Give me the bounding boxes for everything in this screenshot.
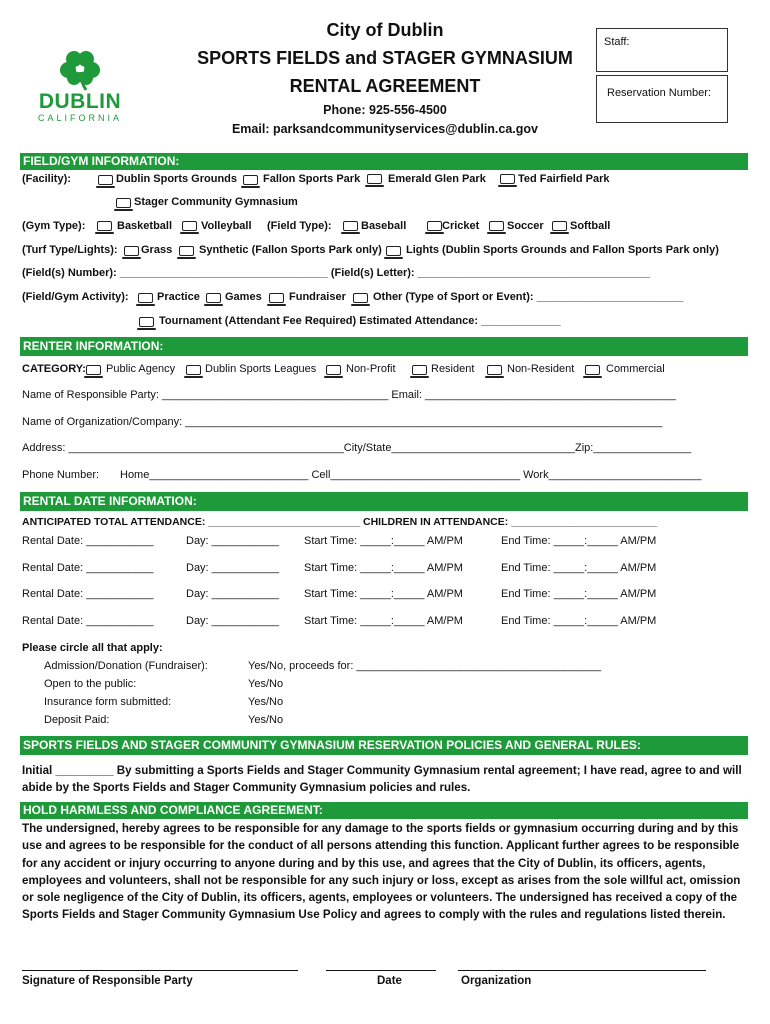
gym-type-option-label: Basketball: [117, 220, 173, 232]
start-time-field[interactable]: Start Time: _____:_____ AM/PM: [304, 588, 463, 600]
facility-option-label: Fallon Sports Park: [263, 173, 361, 185]
field-type-option-label: Baseball: [361, 220, 407, 232]
admission-label: Admission/Donation (Fundraiser):: [44, 660, 208, 672]
circle-instructions: Please circle all that apply:: [22, 642, 163, 654]
section-renter-heading: RENTER INFORMATION:: [20, 337, 748, 356]
start-time-field[interactable]: Start Time: _____:_____ AM/PM: [304, 615, 463, 627]
responsible-party-email-line[interactable]: Name of Responsible Party: _____________________________________ Email: _________________________________________: [22, 389, 676, 401]
signature-line-party[interactable]: [22, 970, 298, 971]
rental-date-field[interactable]: Rental Date: ___________: [22, 562, 154, 574]
category-checkbox-commercial[interactable]: [585, 365, 600, 375]
gym-type-label: (Gym Type):: [22, 220, 86, 232]
facility-label: (Facility):: [22, 173, 71, 185]
facility-checkbox-ted-fairfield-park[interactable]: [500, 174, 515, 184]
category-checkbox-public-agency[interactable]: [86, 365, 101, 375]
signature-organization-label: Organization: [461, 975, 532, 987]
category-option-label: Public Agency: [106, 363, 176, 375]
section-rental-date-heading: RENTAL DATE INFORMATION:: [20, 492, 748, 511]
field-type-checkbox-baseball[interactable]: [343, 221, 358, 231]
day-field[interactable]: Day: ___________: [186, 615, 279, 627]
rental-date-field[interactable]: Rental Date: ___________: [22, 535, 154, 547]
facility-option-label: Ted Fairfield Park: [518, 173, 610, 185]
gym-type-checkbox-volleyball[interactable]: [182, 221, 197, 231]
activity-checkbox-other[interactable]: [353, 293, 368, 303]
turf-option-label: Lights (Dublin Sports Grounds and Fallon Sports Park only): [406, 244, 719, 256]
tournament-label: Tournament (Attendant Fee Required) Estimated Attendance: _____________: [159, 315, 561, 327]
section-hold-harmless-heading: HOLD HARMLESS AND COMPLIANCE AGREEMENT:: [20, 802, 748, 819]
city-name: City of Dublin: [326, 20, 444, 40]
end-time-field[interactable]: End Time: _____:_____ AM/PM: [501, 535, 657, 547]
category-option-label: Resident: [431, 363, 475, 375]
category-checkbox-resident[interactable]: [412, 365, 427, 375]
category-option-label: Non-Profit: [346, 363, 396, 375]
insurance-value[interactable]: Yes/No: [248, 696, 284, 708]
end-time-field[interactable]: End Time: _____:_____ AM/PM: [501, 615, 657, 627]
category-option-label: Dublin Sports Leagues: [205, 363, 317, 375]
turf-option-label: Synthetic (Fallon Sports Park only): [199, 244, 382, 256]
activity-option-label: Other (Type of Sport or Event): ________________________: [373, 291, 684, 303]
logo-subtitle: CALIFORNIA: [37, 113, 122, 123]
form-title-line1: SPORTS FIELDS and STAGER GYMNASIUM: [197, 48, 573, 68]
category-label: CATEGORY:: [22, 363, 86, 375]
insurance-label: Insurance form submitted:: [44, 696, 172, 708]
activity-option-label: Practice: [157, 291, 200, 303]
staff-label: Staff:: [604, 36, 630, 48]
field-type-option-label: Softball: [570, 220, 611, 232]
facility-option-label: Stager Community Gymnasium: [134, 196, 298, 208]
attendance-line[interactable]: ANTICIPATED TOTAL ATTENDANCE: __________________________ CHILDREN IN ATTENDANCE: _________________________: [22, 516, 658, 528]
facility-checkbox-fallon-sports-park[interactable]: [243, 175, 258, 185]
activity-label: (Field/Gym Activity):: [22, 291, 129, 303]
day-field[interactable]: Day: ___________: [186, 562, 279, 574]
staff-box[interactable]: [596, 28, 728, 72]
field-type-label: (Field Type):: [267, 220, 332, 232]
turf-checkbox-lights[interactable]: [386, 246, 401, 256]
organization-line[interactable]: Name of Organization/Company: ______________________________________________________________________________: [22, 416, 663, 428]
open-to-public-value[interactable]: Yes/No: [248, 678, 284, 690]
turf-checkbox-synthetic[interactable]: [179, 246, 194, 256]
category-checkbox-dublin-sports-leagues[interactable]: [186, 365, 201, 375]
section-field-gym-heading: FIELD/GYM INFORMATION:: [20, 153, 748, 170]
facility-option-label: Emerald Glen Park: [388, 173, 486, 185]
activity-checkbox-tournament[interactable]: [139, 317, 154, 327]
contact-phone: Phone: 925-556-4500: [323, 103, 447, 117]
facility-checkbox-stager-gymnasium[interactable]: [116, 198, 131, 208]
end-time-field[interactable]: End Time: _____:_____ AM/PM: [501, 562, 657, 574]
rental-date-field[interactable]: Rental Date: ___________: [22, 588, 154, 600]
signature-date-label: Date: [377, 975, 402, 987]
end-time-field[interactable]: End Time: _____:_____ AM/PM: [501, 588, 657, 600]
facility-option-label: Dublin Sports Grounds: [116, 173, 237, 185]
contact-email: Email: parksandcommunityservices@dublin.ca.gov: [231, 122, 539, 136]
activity-checkbox-practice[interactable]: [138, 293, 153, 303]
activity-checkbox-games[interactable]: [206, 293, 221, 303]
day-field[interactable]: Day: ___________: [186, 535, 279, 547]
admission-value[interactable]: Yes/No, proceeds for: ________________________________________: [248, 660, 602, 672]
field-type-checkbox-softball[interactable]: [552, 221, 567, 231]
field-type-option-label: Cricket: [442, 220, 480, 232]
turf-checkbox-grass[interactable]: [124, 246, 139, 256]
hold-harmless-text: The undersigned, hereby agrees to be responsible for any damage to the sports fields or gymnasium occurring during and by this use and agrees to be responsible for the conduct of all persons attending this function. Applicant further agrees to be responsible for any accident or injury occurring to anyone during and by this use, and agrees that the City of Dublin, its officers, agents, employees and volunteers, shall not be responsible for any such injury or loss, except as arises from the sole willful act, omission or sole negligence of the City of Dublin, its officers, agents, employees or volunteers. The undersigned has received a copy of the Sports Fields and Stager Community Gymnasium Use Policy and agrees to comply with the rules and regulations listed therein.: [22, 822, 741, 922]
day-field[interactable]: Day: ___________: [186, 588, 279, 600]
field-number-letter-line[interactable]: (Field(s) Number): __________________________________ (Field(s) Letter): ______________________________________: [22, 267, 651, 279]
signature-line-date[interactable]: [326, 970, 436, 971]
phone-number-fields[interactable]: Home__________________________ Cell_______________________________ Work_________________________: [120, 469, 702, 481]
reservation-number-box[interactable]: [596, 75, 728, 123]
category-checkbox-non-profit[interactable]: [326, 365, 341, 375]
activity-option-label: Fundraiser: [289, 291, 346, 303]
rental-date-field[interactable]: Rental Date: ___________: [22, 615, 154, 627]
signature-party-label: Signature of Responsible Party: [22, 975, 193, 987]
turf-option-label: Grass: [141, 244, 173, 256]
field-type-option-label: Soccer: [507, 220, 544, 232]
form-title-line2: RENTAL AGREEMENT: [289, 76, 481, 96]
start-time-field[interactable]: Start Time: _____:_____ AM/PM: [304, 562, 463, 574]
category-option-label: Non-Resident: [507, 363, 575, 375]
activity-checkbox-fundraiser[interactable]: [269, 293, 284, 303]
signature-line-organization[interactable]: [458, 970, 706, 971]
deposit-label: Deposit Paid:: [44, 714, 110, 726]
reservation-number-label: Reservation Number:: [607, 87, 711, 99]
facility-checkbox-emerald-glen-park[interactable]: [367, 174, 382, 184]
field-type-checkbox-soccer[interactable]: [489, 221, 504, 231]
turf-lights-label: (Turf Type/Lights):: [22, 244, 118, 256]
address-line[interactable]: Address: _____________________________________________City/State______________________________Zip:________________: [22, 442, 692, 454]
section-policies-heading: SPORTS FIELDS AND STAGER COMMUNITY GYMNASIUM RESERVATION POLICIES AND GENERAL RULES:: [20, 736, 748, 755]
facility-checkbox-dublin-sports-grounds[interactable]: [98, 175, 113, 185]
activity-option-label: Games: [225, 291, 262, 303]
start-time-field[interactable]: Start Time: _____:_____ AM/PM: [304, 535, 463, 547]
field-type-checkbox-cricket[interactable]: [427, 221, 442, 231]
category-option-label: Commercial: [606, 363, 665, 375]
gym-type-checkbox-basketball[interactable]: [97, 221, 112, 231]
gym-type-option-label: Volleyball: [201, 220, 252, 232]
policies-text: Initial _________ By submitting a Sports Fields and Stager Community Gymnasium rental agreement; I have read, agree to and will abide by the Sports Fields and Stager Community Gymnasium policies and rules.: [22, 764, 742, 795]
deposit-value[interactable]: Yes/No: [248, 714, 284, 726]
open-to-public-label: Open to the public:: [44, 678, 137, 690]
phone-number-label: Phone Number:: [22, 469, 100, 481]
category-checkbox-non-resident[interactable]: [487, 365, 502, 375]
logo-wordmark: DUBLIN: [38, 90, 122, 113]
